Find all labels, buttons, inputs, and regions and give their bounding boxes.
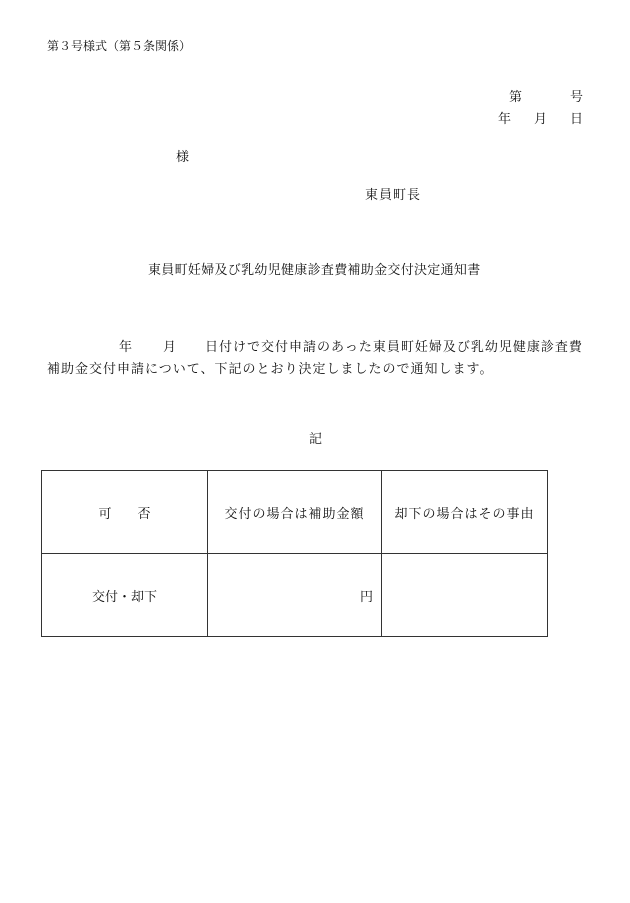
date-year: 年	[498, 112, 512, 127]
date-day: 日	[570, 112, 584, 127]
decision-table	[41, 470, 548, 637]
table-row	[42, 554, 548, 637]
document-number-prefix: 第	[509, 90, 523, 105]
date-month: 月	[534, 112, 548, 127]
addressee-suffix: 様	[176, 150, 190, 165]
body-line2: 補助金交付申請について、下記のとおり決定しましたので通知します。	[47, 362, 494, 377]
body-line1: 日付けで交付申請のあった東員町妊婦及び乳幼児健康診査費	[205, 340, 583, 355]
ki-heading: 記	[309, 432, 323, 447]
body-year: 年	[119, 340, 133, 355]
cell-amount: 円	[208, 554, 382, 637]
form-label: 第３号様式（第５条関係）	[47, 39, 192, 53]
cell-reason	[382, 554, 548, 637]
header-approval: 可 否	[42, 471, 208, 554]
document-number-suffix: 号	[570, 90, 584, 105]
body-month: 月	[163, 340, 177, 355]
cell-approval: 交付・却下	[42, 554, 208, 637]
header-amount: 交付の場合は補助金額	[208, 471, 382, 554]
header-reason: 却下の場合はその事由	[382, 471, 548, 554]
issuer: 東員町長	[365, 188, 422, 203]
table-header-row	[42, 471, 548, 554]
document-title: 東員町妊婦及び乳幼児健康診査費補助金交付決定通知書	[148, 263, 481, 278]
